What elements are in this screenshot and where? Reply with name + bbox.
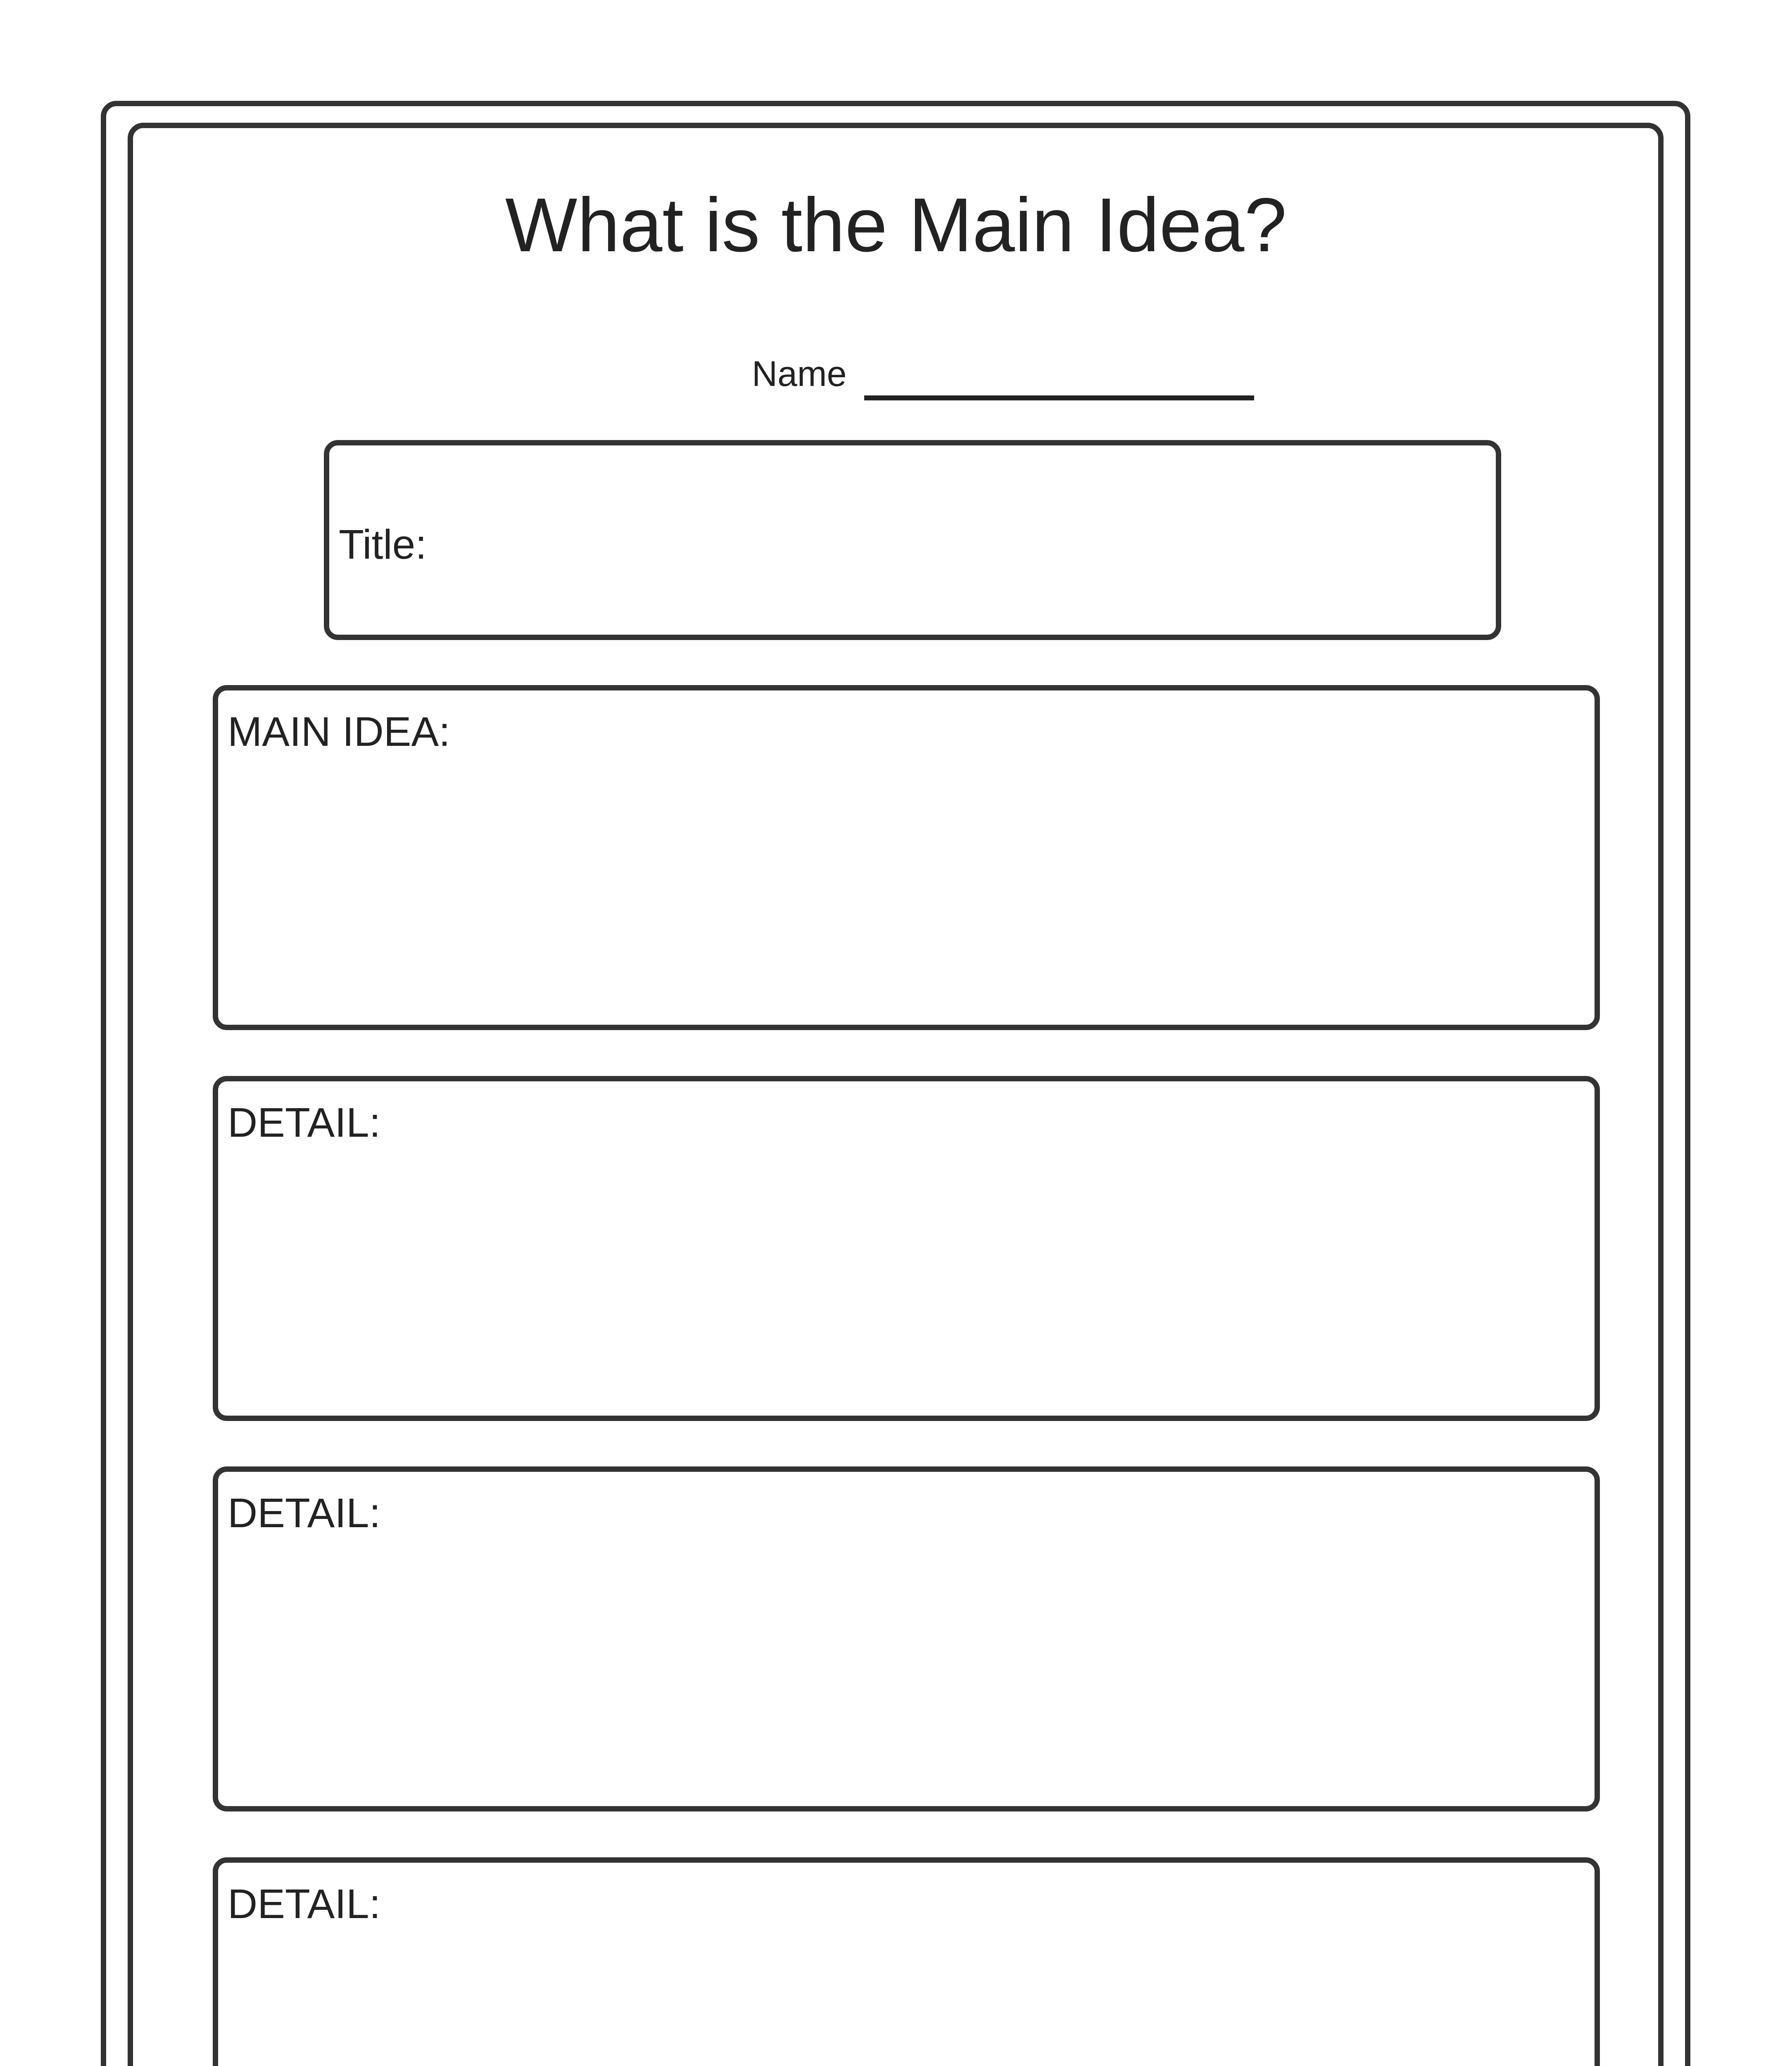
title-label: Title: (339, 521, 427, 568)
page-title: What is the Main Idea? (505, 183, 1287, 268)
detail-box-1[interactable] (213, 1076, 1600, 1421)
main-idea-label: MAIN IDEA: (228, 709, 450, 755)
detail-label-1: DETAIL: (228, 1100, 381, 1146)
main-idea-box[interactable] (213, 685, 1600, 1030)
detail-box-2[interactable] (213, 1466, 1600, 1811)
detail-label-3: DETAIL: (228, 1881, 381, 1927)
title-box[interactable] (324, 440, 1501, 640)
detail-box-3[interactable] (213, 1857, 1600, 2066)
detail-label-2: DETAIL: (228, 1490, 381, 1536)
name-blank-line[interactable] (864, 395, 1254, 400)
name-label: Name (752, 354, 847, 394)
